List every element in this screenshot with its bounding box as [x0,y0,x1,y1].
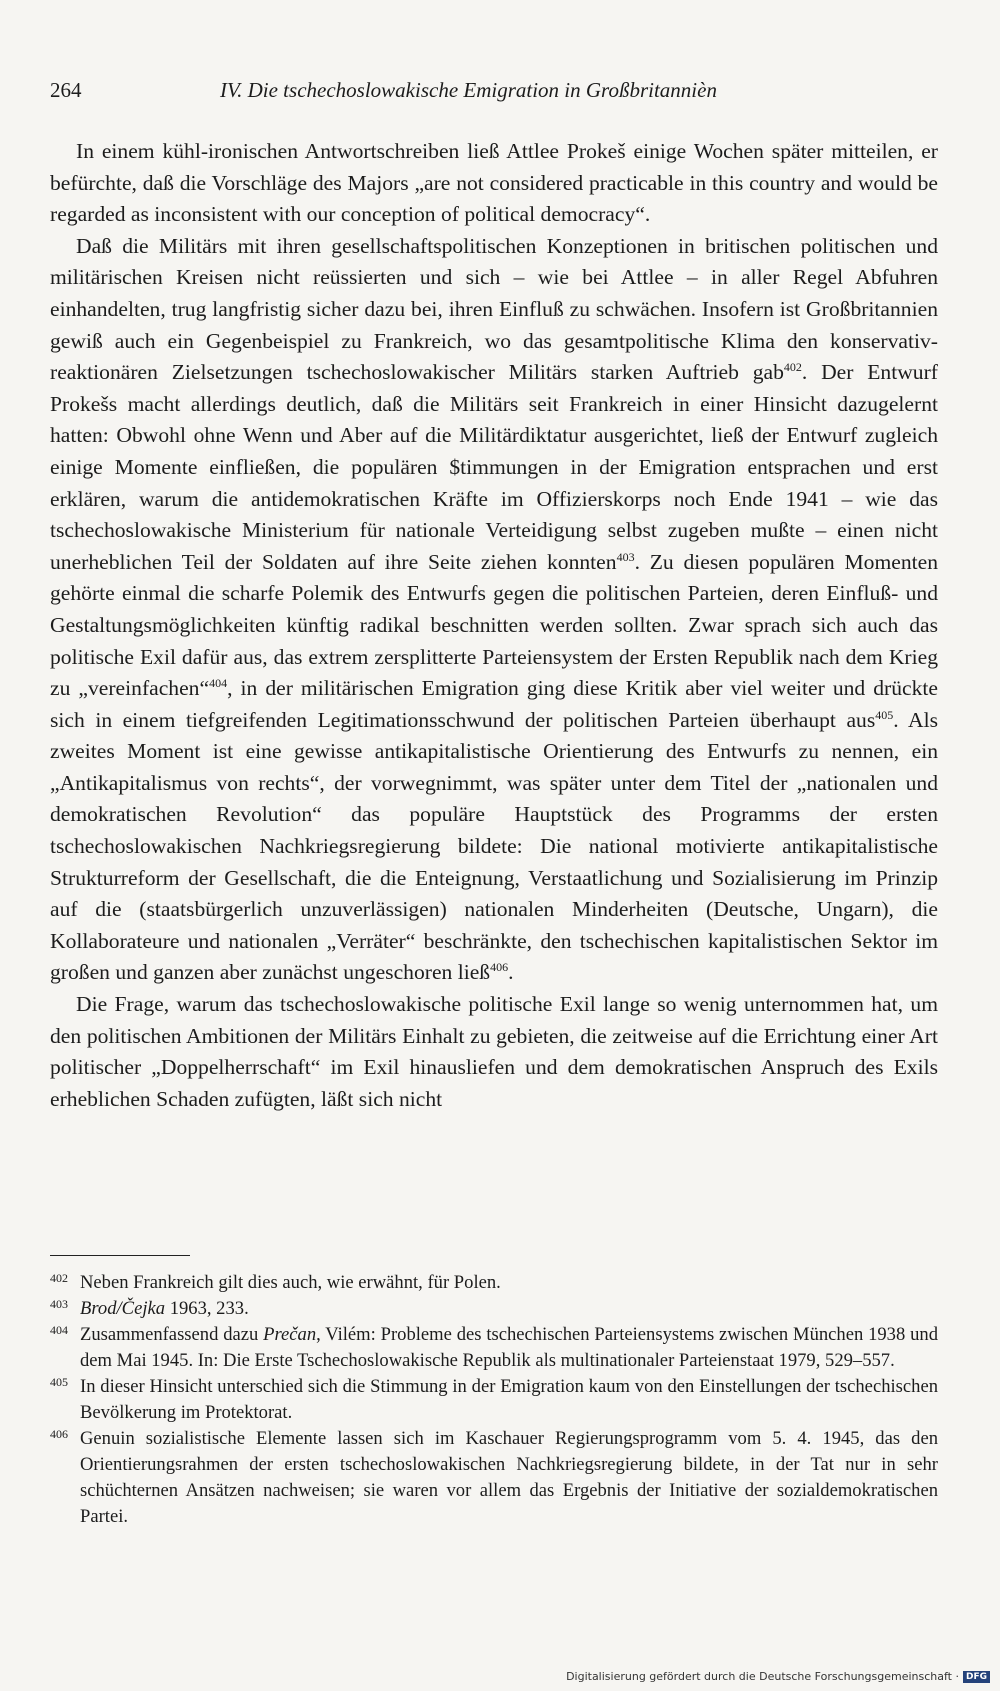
footnote-405 [50,1374,938,1426]
credit-text: Digitalisierung gefördert durch die Deutsche Forschungsgemeinschaft · [566,1670,959,1683]
footnote-ref-404[interactable]: 404 [209,676,228,691]
footnote-ref-403[interactable]: 403 [616,549,635,564]
paragraph-2 [50,231,938,989]
footnote-number: 404 [50,1323,68,1337]
dfg-logo: DFG [963,1671,990,1683]
footnote-author: Prečan [263,1324,317,1345]
footnote-number: 406 [50,1427,68,1441]
footnotes [50,1270,938,1530]
footnote-403 [50,1296,938,1322]
footnote-author: Brod/Čejka [80,1298,166,1319]
footnote-ref-405[interactable]: 405 [875,707,894,722]
footnote-prefix: Zusammenfassend dazu [80,1324,264,1345]
footnote-text: 1963, 233. [165,1298,249,1319]
footnote-divider [50,1255,190,1256]
footnote-number: 405 [50,1375,68,1389]
paragraph-2-part-d: , in der militärischen Emigration ging diese Kritik aber viel weiter und drückte sich in einem tiefgreifenden Legitimationsschwund der politischen Parteien überhaupt aus [50,676,938,732]
footnote-number: 403 [50,1297,68,1311]
paragraph-2-part-e: . Als zweites Moment ist eine gewisse antikapitalistische Orientierung des Entwurfs zu nennen, ein „Antikapitalismus von rechts“, der vorwegnimmt, was später unter dem Titel der „nationalen und demokratischen Revolution“ das populäre Hauptstück des Programms der ersten tschechoslowakischen Nachkriegsregierung bildete: Die national motivierte antikapitalistische Strukturreform der Gesellschaft, die die Enteignung, Verstaatlichung und Sozialisierung im Prinzip auf die (staatsbürgerlich unzuverlässigen) nationalen Minderheiten (Deutsche, Ungarn), die Kollaborateure und nationalen „Verräter“ beschränkte, den tschechischen kapitalistischen Sektor im großen und ganzen aber zunächst ungeschoren ließ [50,707,938,985]
digitization-credit [566,1670,990,1683]
page-number: 264 [50,78,82,102]
paragraph-1: In einem kühl-ironischen Antwortschreiben ließ Attlee Prokeš einige Wochen später mitteilen, er befürchte, daß die Vorschläge des Majors „are not considered practicable in this country and would be regarded as inconsistent with our conception of political democracy“. [50,139,938,227]
footnote-text: , Vilém: Probleme des tschechischen Parteiensystems zwischen München 1938 und dem Mai 1945. In: Die Erste Tschechoslowakische Republik als multinationaler Parteienstaat 1979, 529–557. [80,1324,938,1371]
footnote-404 [50,1322,938,1374]
footnote-text: Neben Frankreich gilt dies auch, wie erwähnt, für Polen. [80,1272,501,1293]
paragraph-3: Die Frage, warum das tschechoslowakische politische Exil lange so wenig unternommen hat, um den politischen Ambitionen der Militärs Einhalt zu gebieten, die zeitweise auf die Errichtung einer Art politischer „Doppelherrschaft“ im Exil hinausliefen und dem demokratischen Anspruch des Exils erheblichen Schaden zufügten, läßt sich nicht [50,992,938,1111]
running-title: IV. Die tschechoslowakische Emigration in Großbritannièn [220,78,717,102]
footnote-ref-402[interactable]: 402 [783,360,802,375]
footnote-406 [50,1426,938,1530]
paragraph-2-part-a: Daß die Militärs mit ihren gesellschaftspolitischen Konzeptionen in britischen politischen und militärischen Kreisen nicht reüssierten und sich – wie bei Attlee – in aller Regel Abfuhren einhandelten, trug langfristig sicher dazu bei, ihren Einfluß zu schwächen. Insofern ist Großbritannien gewiß auch ein Gegenbeispiel zu Frankreich, wo das gesamtpolitische Klima den konservativ-reaktionären Zielsetzungen tschechoslowakischer Militärs starken Auftrieb gab [50,233,938,385]
main-text [50,136,938,1115]
footnote-402 [50,1270,938,1296]
paragraph-2-part-f: . [508,960,514,985]
footnote-ref-406[interactable]: 406 [490,960,509,975]
footnote-text: Genuin sozialistische Elemente lassen sich im Kaschauer Regierungsprogramm vom 5. 4. 1945, das den Orientierungsrahmen der ersten tschechoslowakischen Nachkriegsregierung bildete, in der Tat nur in sehr schüchternen Ansätzen nachweisen; sie waren vor allem das Ergebnis der Initiative der sozialdemokratischen Partei. [80,1428,938,1527]
page-header [50,78,940,108]
footnote-number: 402 [50,1271,68,1285]
footnote-text: In dieser Hinsicht unterschied sich die Stimmung in der Emigration kaum von den Einstellungen der tschechischen Bevölkerung im Protektorat. [80,1376,938,1423]
paragraph-2-part-b: . Der Entwurf Prokešs macht allerdings deutlich, daß die Militärs seit Frankreich in einer Hinsicht dazugelernt hatten: Obwohl ohne Wenn und Aber auf die Militärdiktatur ausgerichtet, ließ der Entwurf zugleich einige Momente einfließen, die populären $timmungen in der Emigration entsprachen und erst erklären, warum die antidemokratischen Kräfte im Offizierskorps noch Ende 1941 – wie das tschechoslowakische Ministerium für nationale Verteidigung selbst zugeben mußte – einen nicht unerheblichen Teil der Soldaten auf ihre Seite ziehen konnten [50,360,938,574]
paragraph-2-part-c: . Zu diesen populären Momenten gehörte einmal die scharfe Polemik des Entwurfs gegen die politischen Parteien, deren Einfluß- und Gestaltungsmöglichkeiten künftig radikal beschnitten werden sollten. Zwar sprach sich auch das politische Exil dafür aus, das extrem zersplitterte Parteiensystem der Ersten Republik nach dem Krieg zu „vereinfachen“ [50,549,939,701]
